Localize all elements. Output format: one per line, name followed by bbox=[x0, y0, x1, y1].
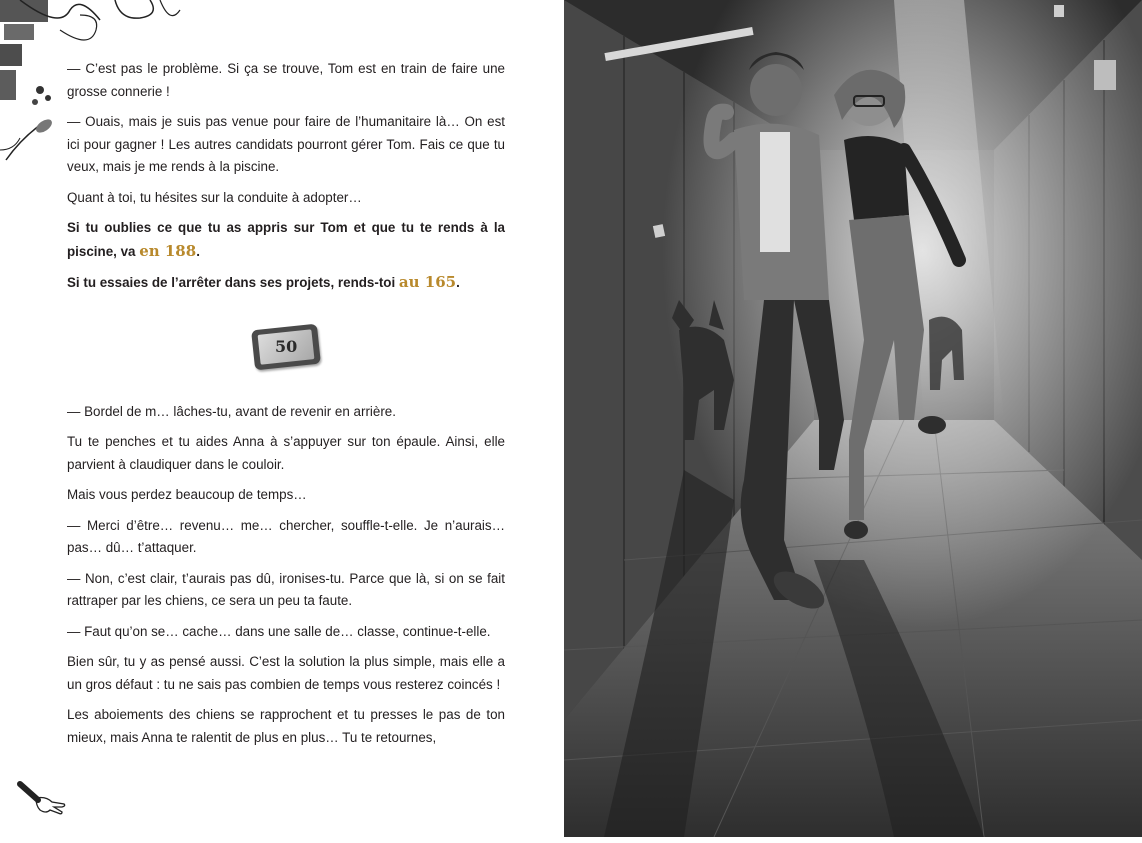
section-paragraph: Bien sûr, tu y as pensé aussi. C’est la solution la plus simple, mais elle a un gros défaut : tu ne sais pas combien de temps vous resterez coincés ! bbox=[67, 654, 505, 692]
section-paragraph: — Merci d’être… revenu… me… chercher, souffle-t-elle. Je n’aurais… pas… dû… t’attaquer. bbox=[67, 517, 505, 555]
choice-end: . bbox=[196, 243, 200, 259]
section-reference-link[interactable]: au 165 bbox=[398, 273, 457, 291]
section-paragraph: — Bordel de m… lâches-tu, avant de revenir en arrière. bbox=[67, 403, 396, 419]
section-number: 50 bbox=[274, 336, 298, 356]
corridor-illustration bbox=[564, 0, 1142, 837]
section-paragraph: — Faut qu’on se… cache… dans une salle de… classe, continue-t-elle. bbox=[67, 623, 491, 639]
choice-text: Si tu essaies de l’arrêter dans ses projets, rends-toi bbox=[67, 275, 399, 290]
passage-paragraph: — Ouais, mais je suis pas venue pour faire de l’humanitaire là… On est ici pour gagner ! Les autres candidats pourront gérer Tom. Fais ce que tu veux, mais je me rends à la piscine. bbox=[67, 114, 505, 174]
passage-paragraph: Quant à toi, tu hésites sur la conduite à adopter… bbox=[67, 189, 362, 205]
section-paragraph: Tu te penches et tu aides Anna à s’appuyer sur ton épaule. Ainsi, elle parvient à claudiquer dans le couloir. bbox=[67, 434, 505, 472]
choice-end: . bbox=[456, 275, 460, 290]
section-paragraph: Mais vous perdez beaucoup de temps… bbox=[67, 487, 307, 502]
text-column bbox=[67, 58, 505, 757]
section-paragraph: — Non, c’est clair, t’aurais pas dû, ironises-tu. Parce que là, si on se fait rattraper par les chiens, ce sera un peu ta faute. bbox=[67, 570, 505, 608]
section-paragraph: Les aboiements des chiens se rapprochent et tu presses le pas de ton mieux, mais Anna te ralentit de plus en plus… Tu te retournes, bbox=[67, 707, 505, 745]
section-reference-link[interactable]: en 188 bbox=[139, 241, 197, 260]
smartphone-icon bbox=[251, 323, 321, 370]
illustration bbox=[564, 0, 1142, 837]
section-marker bbox=[67, 303, 505, 401]
left-page bbox=[0, 0, 564, 843]
passage-paragraph: — C’est pas le problème. Si ça se trouve, Tom est en train de faire une grosse connerie ! bbox=[67, 61, 505, 99]
choice-paragraph bbox=[67, 217, 505, 263]
choice-paragraph bbox=[67, 271, 505, 295]
choice-text: Si tu oublies ce que tu as appris sur Tom et que tu te rends à la piscine, va bbox=[67, 220, 505, 259]
hand-icon bbox=[16, 776, 70, 818]
